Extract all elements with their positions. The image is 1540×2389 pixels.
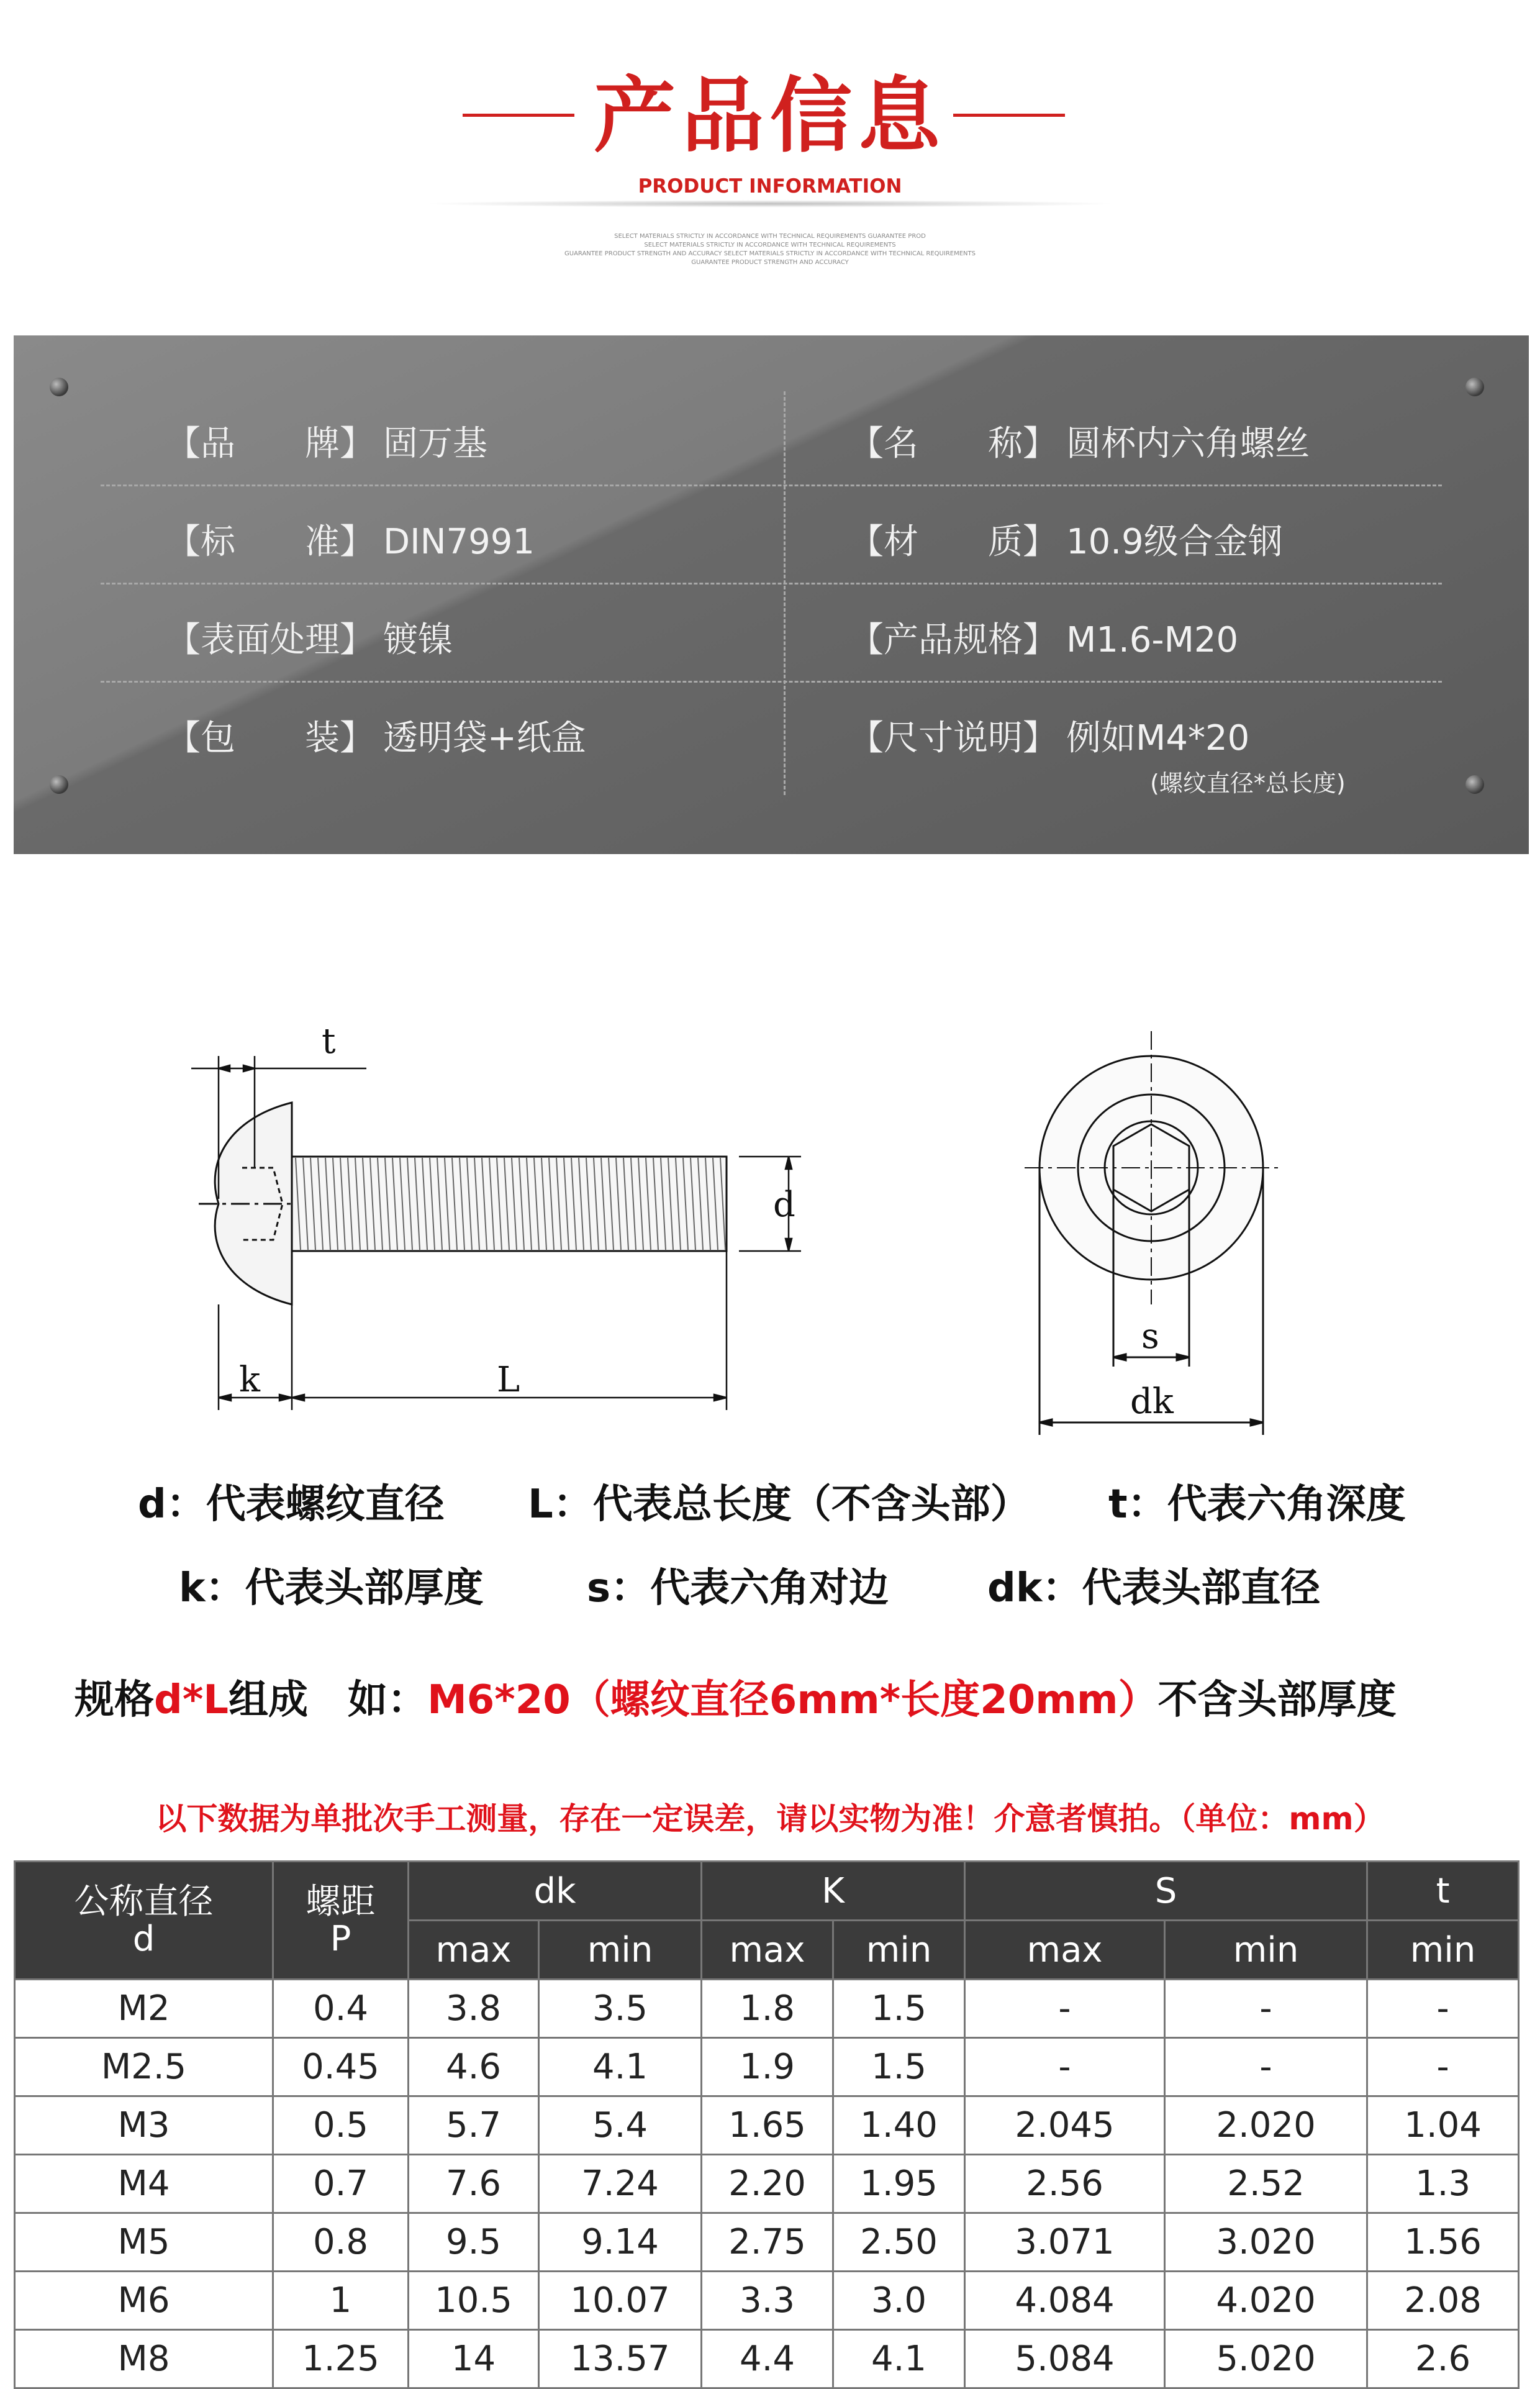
col-subheader: min bbox=[1165, 1921, 1367, 1980]
rivet-icon bbox=[50, 775, 68, 794]
dim-label-L: L bbox=[497, 1360, 520, 1400]
spec-value: 透明袋+纸盒 bbox=[383, 718, 586, 758]
table-cell: 1.04 bbox=[1367, 2096, 1519, 2155]
dim-label-d: d bbox=[773, 1185, 795, 1225]
table-cell: - bbox=[965, 1980, 1165, 2038]
table-row bbox=[15, 2272, 1519, 2330]
table-row bbox=[15, 1980, 1519, 2038]
spec-label: 【材 质】 bbox=[849, 522, 1058, 562]
table-cell: 3.071 bbox=[965, 2213, 1165, 2272]
col-subheader: min bbox=[539, 1921, 702, 1980]
measurement-notice: 以下数据为单批次手工测量，存在一定误差，请以实物为准！介意者慎拍。（单位：mm） bbox=[155, 1801, 1385, 1837]
spec-brand bbox=[166, 422, 487, 466]
spec-value: 例如M4*20 bbox=[1066, 718, 1250, 758]
table-cell: - bbox=[1165, 2038, 1367, 2096]
table-cell: - bbox=[1367, 2038, 1519, 2096]
table-cell: 1.5 bbox=[833, 1980, 965, 2038]
col-header-t: t bbox=[1367, 1862, 1519, 1921]
table-cell: 1.5 bbox=[833, 2038, 965, 2096]
spec-size-note bbox=[849, 717, 1249, 760]
col-header-symbol: d bbox=[132, 1918, 155, 1959]
page-subtitle: PRODUCT INFORMATION bbox=[638, 175, 902, 198]
fine-print-line: GUARANTEE PRODUCT STRENGTH AND ACCURACY SELECT MATERIALS STRICTLY IN ACCORDANCE WITH TECHNICAL REQUIREMENTS bbox=[564, 250, 976, 257]
legend-k: k：代表头部厚度 bbox=[179, 1565, 484, 1611]
table-cell: 2.6 bbox=[1367, 2330, 1519, 2388]
fine-print-line: SELECT MATERIALS STRICTLY IN ACCORDANCE WITH TECHNICAL REQUIREMENTS bbox=[644, 242, 896, 248]
table-cell: 1.95 bbox=[833, 2155, 965, 2213]
table-cell: 0.5 bbox=[273, 2096, 409, 2155]
table-cell: 9.14 bbox=[539, 2213, 702, 2272]
table-cell: 1.40 bbox=[833, 2096, 965, 2155]
col-header-k: K bbox=[702, 1862, 965, 1921]
table-cell: 4.1 bbox=[539, 2038, 702, 2096]
page-title: 产品信息 bbox=[594, 68, 946, 164]
table-cell: 4.084 bbox=[965, 2272, 1165, 2330]
table-cell: 10.07 bbox=[539, 2272, 702, 2330]
table-cell: 0.8 bbox=[273, 2213, 409, 2272]
table-cell: M2.5 bbox=[15, 2038, 273, 2096]
spec-value: 10.9级合金钢 bbox=[1066, 522, 1283, 562]
rivet-icon bbox=[1465, 378, 1484, 396]
table-cell: 1.8 bbox=[702, 1980, 833, 2038]
table-cell: 10.5 bbox=[409, 2272, 539, 2330]
legend-dk: dk：代表头部直径 bbox=[987, 1565, 1321, 1611]
table-row bbox=[15, 2096, 1519, 2155]
spec-value: 固万基 bbox=[383, 424, 487, 464]
col-header-nominal bbox=[15, 1862, 273, 1980]
col-header-text: 公称直径 bbox=[74, 1881, 214, 1922]
table-row bbox=[15, 2330, 1519, 2388]
rivet-icon bbox=[50, 378, 68, 396]
table-cell: 2.56 bbox=[965, 2155, 1165, 2213]
table-cell: - bbox=[1367, 1980, 1519, 2038]
table-cell: 4.020 bbox=[1165, 2272, 1367, 2330]
legend-L: L：代表总长度（不含头部） bbox=[528, 1481, 1030, 1527]
table-cell: 13.57 bbox=[539, 2330, 702, 2388]
table-cell: 1.9 bbox=[702, 2038, 833, 2096]
col-subheader: min bbox=[833, 1921, 965, 1980]
col-header-s: S bbox=[965, 1862, 1367, 1921]
table-cell: 3.3 bbox=[702, 2272, 833, 2330]
table-row bbox=[15, 2213, 1519, 2272]
table-cell: 1.56 bbox=[1367, 2213, 1519, 2272]
fine-print-line: GUARANTEE PRODUCT STRENGTH AND ACCURACY bbox=[691, 259, 849, 266]
table-cell: 0.4 bbox=[273, 1980, 409, 2038]
size-example-part: 组成 如： bbox=[229, 1677, 428, 1723]
table-cell: 4.4 bbox=[702, 2330, 833, 2388]
table-row bbox=[15, 2038, 1519, 2096]
table-cell: 1.25 bbox=[273, 2330, 409, 2388]
legend-d: d：代表螺纹直径 bbox=[138, 1481, 445, 1527]
table-row bbox=[15, 2155, 1519, 2213]
size-example bbox=[75, 1668, 1397, 1725]
table-cell: 4.1 bbox=[833, 2330, 965, 2388]
table-cell: 2.75 bbox=[702, 2213, 833, 2272]
spec-size-range bbox=[849, 619, 1238, 662]
col-subheader: max bbox=[965, 1921, 1165, 1980]
table-cell: 1.3 bbox=[1367, 2155, 1519, 2213]
col-subheader: max bbox=[702, 1921, 833, 1980]
row-divider bbox=[101, 583, 1442, 585]
size-example-part: 不含头部厚度 bbox=[1157, 1677, 1397, 1723]
col-header-dk: dk bbox=[409, 1862, 702, 1921]
spec-material bbox=[849, 521, 1283, 564]
table-cell: 7.6 bbox=[409, 2155, 539, 2213]
spec-packaging bbox=[166, 717, 586, 760]
spec-label: 【产品规格】 bbox=[849, 620, 1058, 660]
screw-side-view-drawing bbox=[174, 1019, 820, 1422]
col-header-text: 螺距 bbox=[306, 1881, 376, 1922]
fine-print-line: SELECT MATERIALS STRICTLY IN ACCORDANCE WITH TECHNICAL REQUIREMENTS GUARANTEE PROD bbox=[614, 233, 926, 240]
col-subheader: min bbox=[1367, 1921, 1519, 1980]
table-cell: - bbox=[965, 2038, 1165, 2096]
row-divider bbox=[101, 681, 1442, 683]
table-cell: M6 bbox=[15, 2272, 273, 2330]
table-cell: 2.08 bbox=[1367, 2272, 1519, 2330]
table-cell: 4.6 bbox=[409, 2038, 539, 2096]
table-cell: 3.020 bbox=[1165, 2213, 1367, 2272]
spec-label: 【标 准】 bbox=[166, 522, 374, 562]
table-cell: 2.020 bbox=[1165, 2096, 1367, 2155]
table-cell: M2 bbox=[15, 1980, 273, 2038]
spec-standard bbox=[166, 521, 535, 564]
screw-top-view-drawing bbox=[1006, 1019, 1298, 1441]
title-shadow bbox=[422, 200, 1118, 207]
table-cell: 5.4 bbox=[539, 2096, 702, 2155]
table-cell: - bbox=[1165, 1980, 1367, 2038]
size-example-part: 规格 bbox=[75, 1677, 154, 1723]
table-cell: 2.52 bbox=[1165, 2155, 1367, 2213]
spec-label: 【尺寸说明】 bbox=[849, 718, 1058, 758]
table-cell: 0.45 bbox=[273, 2038, 409, 2096]
spec-size-note-sub: (螺纹直径*总长度) bbox=[1150, 770, 1346, 797]
dim-label-t: t bbox=[322, 1021, 336, 1062]
table-cell: M8 bbox=[15, 2330, 273, 2388]
table-cell: 14 bbox=[409, 2330, 539, 2388]
spec-name bbox=[849, 422, 1310, 466]
rivet-icon bbox=[1465, 775, 1484, 794]
spec-value: M1.6-M20 bbox=[1066, 620, 1239, 660]
table-cell: 1.65 bbox=[702, 2096, 833, 2155]
table-cell: 5.084 bbox=[965, 2330, 1165, 2388]
table-cell: 3.5 bbox=[539, 1980, 702, 2038]
col-header-pitch bbox=[273, 1862, 409, 1980]
table-cell: 7.24 bbox=[539, 2155, 702, 2213]
spec-value: 镀镍 bbox=[383, 620, 453, 660]
spec-surface bbox=[166, 619, 453, 662]
spec-label: 【名 称】 bbox=[849, 424, 1058, 464]
legend-t: t：代表六角深度 bbox=[1108, 1481, 1406, 1527]
size-example-part: M6*20（螺纹直径6mm*长度20mm） bbox=[427, 1677, 1158, 1723]
dim-label-s: s bbox=[1141, 1316, 1159, 1357]
table-cell: 5.7 bbox=[409, 2096, 539, 2155]
table-cell: 3.0 bbox=[833, 2272, 965, 2330]
table-cell: 2.50 bbox=[833, 2213, 965, 2272]
spec-panel bbox=[14, 335, 1529, 854]
row-divider bbox=[101, 485, 1442, 486]
table-cell: 5.020 bbox=[1165, 2330, 1367, 2388]
col-header-symbol: P bbox=[330, 1918, 351, 1959]
table-cell: 2.20 bbox=[702, 2155, 833, 2213]
table-cell: M3 bbox=[15, 2096, 273, 2155]
dim-label-dk: dk bbox=[1130, 1381, 1174, 1422]
table-cell: 9.5 bbox=[409, 2213, 539, 2272]
table-cell: M4 bbox=[15, 2155, 273, 2213]
dimension-table bbox=[14, 1860, 1520, 2389]
spec-label: 【表面处理】 bbox=[166, 620, 374, 660]
column-divider bbox=[784, 391, 786, 795]
spec-value: DIN7991 bbox=[383, 522, 535, 562]
dim-label-k: k bbox=[239, 1360, 260, 1400]
spec-value: 圆杯内六角螺丝 bbox=[1066, 424, 1310, 464]
table-cell: 3.8 bbox=[409, 1980, 539, 2038]
table-cell: M5 bbox=[15, 2213, 273, 2272]
table-cell: 2.045 bbox=[965, 2096, 1165, 2155]
legend-s: s：代表六角对边 bbox=[587, 1565, 889, 1611]
table-cell: 0.7 bbox=[273, 2155, 409, 2213]
table-cell: 1 bbox=[273, 2272, 409, 2330]
size-example-part: d*L bbox=[154, 1677, 229, 1723]
col-subheader: max bbox=[409, 1921, 539, 1980]
spec-label: 【品 牌】 bbox=[166, 424, 374, 464]
spec-label: 【包 装】 bbox=[166, 718, 374, 758]
